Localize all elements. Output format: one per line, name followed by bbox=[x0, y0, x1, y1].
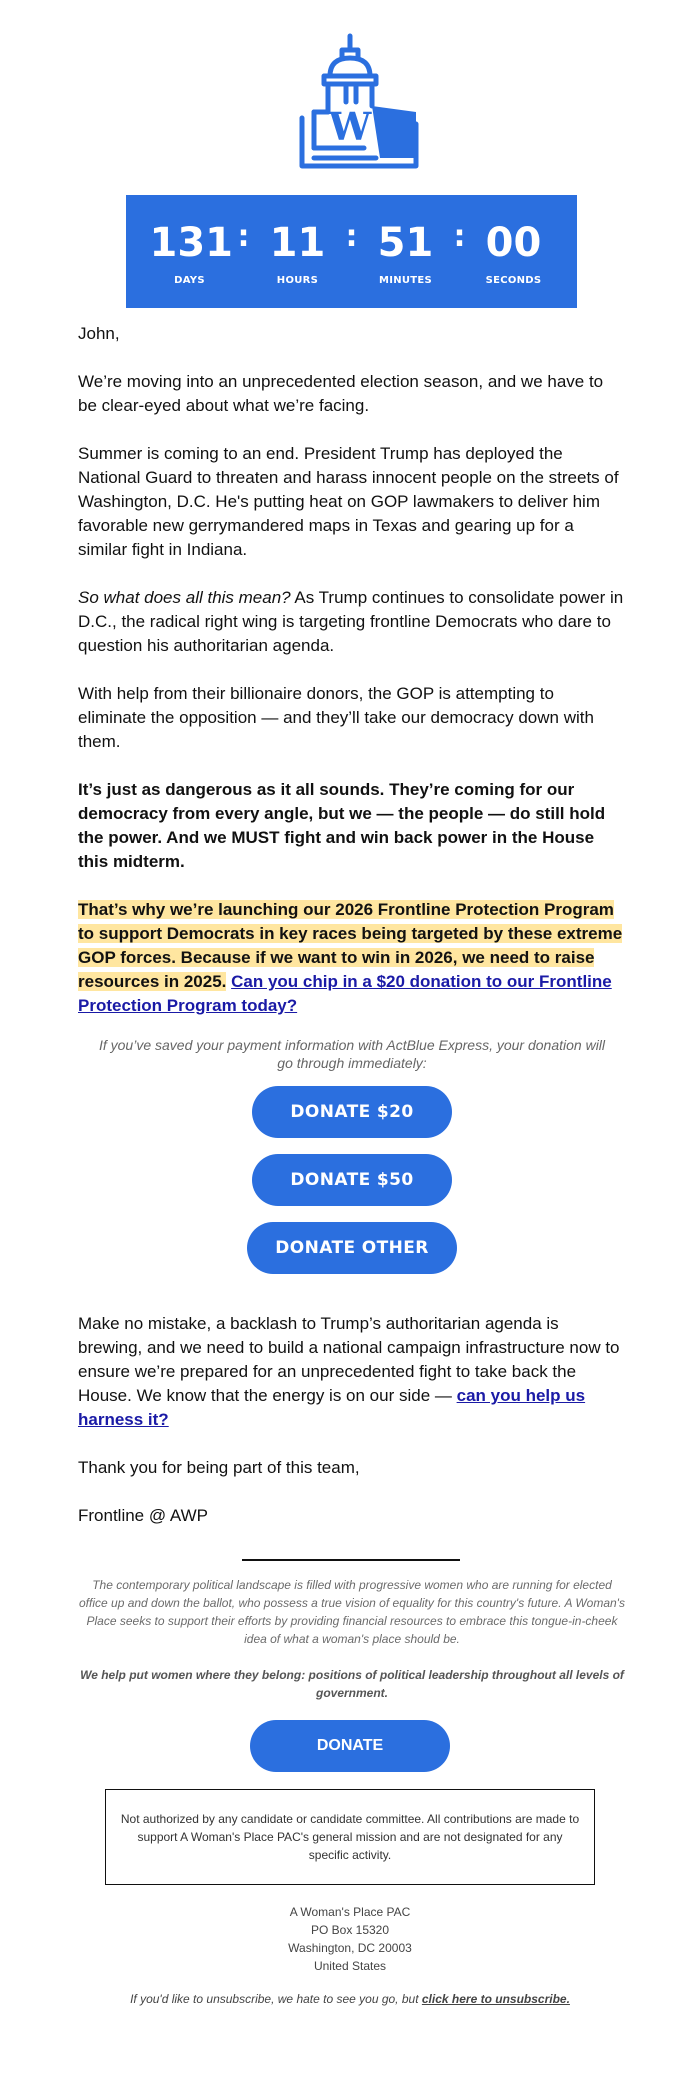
countdown-hours bbox=[258, 195, 338, 286]
greeting: John, bbox=[78, 324, 120, 343]
paragraph-4: With help from their billionaire donors, the GOP is attempting to eliminate the opposition — and they’ll take our democracy down with them. bbox=[78, 684, 594, 751]
footer-mission-text: The contemporary political landscape is filled with progressive women who are running for elected office up and down the ballot, who possess a true vision of equality for this country's future. A Woman's Place seeks to support their efforts by providing financial resources to embrace this tongue-in-cheek idea of what a woman's place should be. bbox=[79, 1578, 625, 1646]
donate-50-button[interactable]: DONATE $50 bbox=[252, 1154, 452, 1206]
mailing-address bbox=[0, 1903, 700, 1975]
paragraph-3 bbox=[78, 586, 626, 658]
countdown-seconds bbox=[474, 195, 554, 286]
highlighted-text: That’s why we’re launching our 2026 Frontline Protection Program to support Democrats in key races being targeted by these extreme GOP forces. Because if we want to win in 2026, we need to raise resources in 2025. bbox=[78, 900, 623, 991]
footer-donate-button[interactable]: DONATE bbox=[250, 1720, 450, 1772]
capitol-dome-logo bbox=[280, 32, 420, 174]
unsubscribe-line bbox=[0, 1992, 700, 2006]
address-line: Washington, DC 20003 bbox=[288, 1941, 412, 1955]
actblue-note: If you’ve saved your payment information with ActBlue Express, your donation will go through immediately: bbox=[98, 1037, 606, 1071]
donate-20-link[interactable]: Can you chip in a $20 donation to our Frontline Protection Program today? bbox=[78, 972, 612, 1015]
paragraph-3-rest: As Trump continues to consolidate power in D.C., the radical right wing is targeting frontline Democrats who dare to question his authoritarian agenda. bbox=[78, 588, 624, 655]
email-body bbox=[78, 322, 626, 1552]
countdown-separator: : bbox=[345, 219, 358, 254]
paragraph-5: It’s just as dangerous as it all sounds. They’re coming for our democracy from every angle, but we — the people — do still hold the power. And we MUST fight and win back power in the House this midterm. bbox=[78, 780, 606, 871]
unsubscribe-text: If you'd like to unsubscribe, we hate to see you go, but bbox=[130, 1992, 422, 2006]
seconds-value: 00 bbox=[485, 220, 542, 266]
hours-label: HOURS bbox=[276, 275, 319, 286]
paragraph-6 bbox=[78, 898, 626, 1018]
days-label: DAYS bbox=[174, 275, 205, 286]
address-line: PO Box 15320 bbox=[310, 1923, 390, 1937]
harness-link[interactable]: can you help us harness it? bbox=[78, 1386, 586, 1429]
footer-divider bbox=[242, 1559, 460, 1561]
footer-tagline: We help put women where they belong: positions of political leadership throughout all levels of government. bbox=[80, 1668, 624, 1700]
hours-value: 11 bbox=[269, 220, 326, 266]
donate-other-button[interactable]: DONATE OTHER bbox=[247, 1222, 457, 1274]
minutes-value: 51 bbox=[377, 220, 434, 266]
logo-letter: W bbox=[328, 104, 372, 149]
minutes-label: MINUTES bbox=[378, 275, 433, 286]
thanks-line: Thank you for being part of this team, bbox=[78, 1458, 360, 1477]
countdown-minutes bbox=[366, 195, 446, 286]
days-value: 131 bbox=[149, 220, 233, 266]
countdown-timer bbox=[126, 195, 577, 308]
address-line: United States bbox=[313, 1959, 387, 1973]
disclaimer-text: Not authorized by any candidate or candidate committee. All contributions are made to support A Woman's Place PAC's general mission and are not designated for any specific activity. bbox=[120, 1812, 580, 1862]
disclaimer-box bbox=[105, 1789, 595, 1885]
address-line: A Woman's Place PAC bbox=[289, 1905, 411, 1919]
paragraph-7-text: Make no mistake, a backlash to Trump’s authoritarian agenda is brewing, and we need to build a national campaign infrastructure now to ensure we’re prepared for an unprecedented fight to take back the House. We know that the energy is on our side — bbox=[78, 1314, 620, 1405]
paragraph-1: We’re moving into an unprecedented election season, and we have to be clear-eyed about what we’re facing. bbox=[78, 372, 604, 415]
paragraph-2: Summer is coming to an end. President Trump has deployed the National Guard to threaten and harass innocent people on the streets of Washington, D.C. He's putting heat on GOP lawmakers to deliver him favorable new gerrymandered maps in Texas and gearing up for a similar fight in Indiana. bbox=[78, 444, 619, 559]
paragraph-7 bbox=[78, 1312, 626, 1432]
unsubscribe-link[interactable]: click here to unsubscribe. bbox=[421, 1992, 570, 2006]
seconds-label: SECONDS bbox=[485, 275, 542, 286]
donate-20-button[interactable]: DONATE $20 bbox=[252, 1086, 452, 1138]
countdown-days bbox=[149, 195, 233, 286]
signature: Frontline @ AWP bbox=[78, 1506, 208, 1525]
paragraph-3-italic: So what does all this mean? bbox=[78, 588, 291, 607]
countdown-separator: : bbox=[237, 219, 250, 254]
countdown-separator: : bbox=[453, 219, 466, 254]
